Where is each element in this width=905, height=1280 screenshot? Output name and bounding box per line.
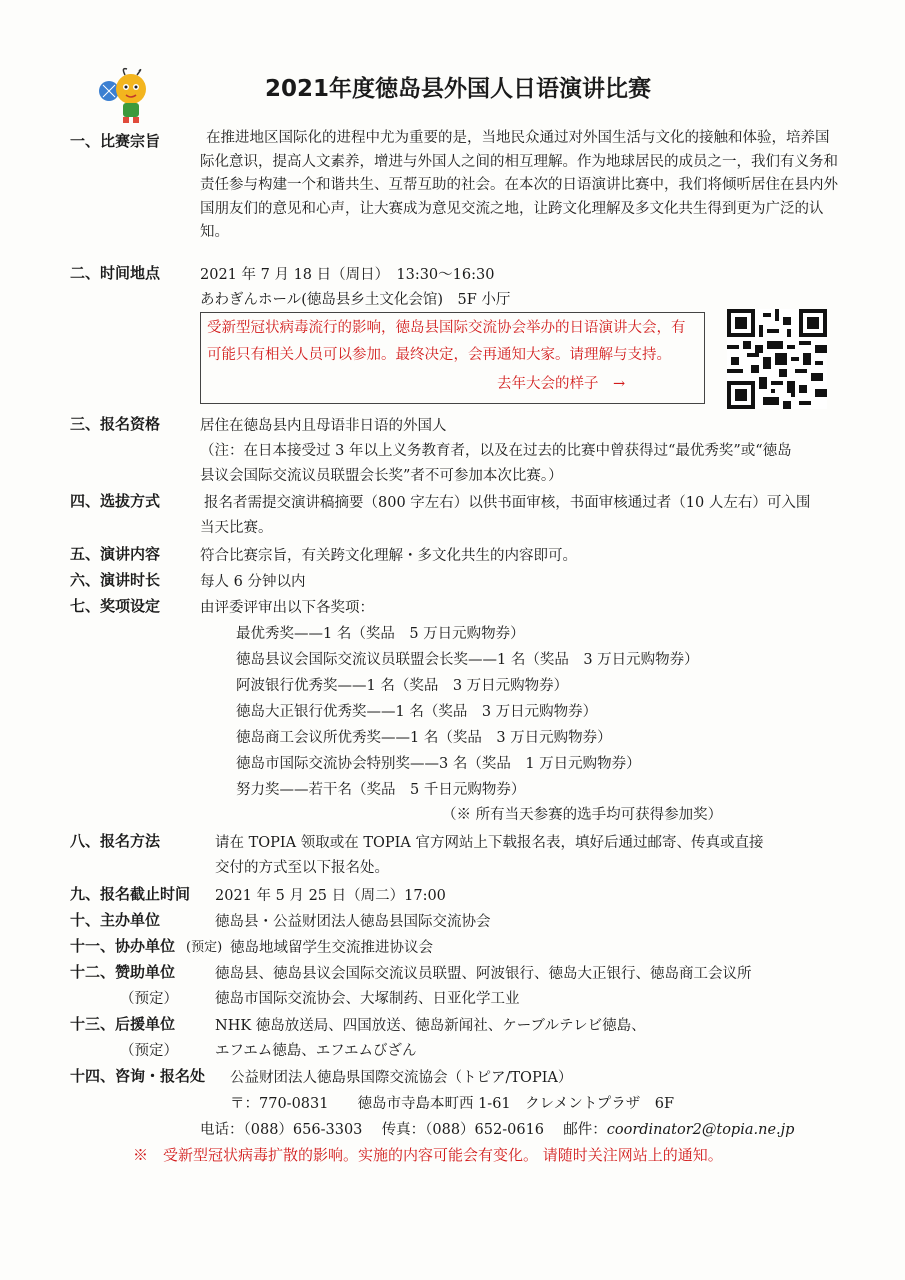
eligibility-note-1: （注：在日本接受过 3 年以上义务教育者，以及在过去的比赛中曾获得过“最优秀奖”或“徳岛 xyxy=(200,443,792,459)
footer-notice: ※ 受新型冠状病毒扩散的影响。实施的内容可能会有变化。 请随时关注网站上的通知。 xyxy=(133,1146,723,1164)
page-title: 2021年度徳岛县外国人日语演讲比赛 xyxy=(265,76,652,102)
section-label-organizer: 十、主办单位 xyxy=(70,911,161,929)
section-label-contact: 十四、咨询・报名处 xyxy=(70,1067,206,1085)
sponsor-text-2: 徳岛市国际交流协会、大塚制药、日亚化学工业 xyxy=(215,991,520,1007)
application-text-2: 交付的方式至以下报名处。 xyxy=(215,860,389,876)
qr-code-icon[interactable] xyxy=(727,309,827,409)
co-organizer-tentative: (预定) xyxy=(186,940,223,955)
notice-text: 受新型冠状病毒流行的影响，徳岛县国际交流协会举办的日语演讲大会，有可能只有相关人员可以参加。最终决定，会再通知大家。请理解与支持。 xyxy=(207,320,686,363)
supporter-text-2: エフエム徳島、エフエムびざん xyxy=(215,1043,417,1059)
section-label-content: 五、演讲内容 xyxy=(70,545,161,563)
section-label-awards: 七、奖项设定 xyxy=(70,597,161,615)
co-organizer-text: 徳岛地域留学生交流推进协议会 xyxy=(230,940,433,956)
section-label-sponsor: 十二、赞助单位 xyxy=(70,963,176,981)
section-label-eligibility: 三、报名资格 xyxy=(70,415,161,433)
event-venue: あわぎんホール(徳岛县乡土文化会馆) 5F 小厅 xyxy=(200,292,511,308)
section-label-selection: 四、选拔方式 xyxy=(70,492,161,510)
contact-fax: 传真：（088）652-0616 xyxy=(381,1122,545,1138)
notice-box xyxy=(200,312,705,404)
award-item: 努力奖——若干名（奖品 5 千日元购物券） xyxy=(236,782,526,798)
section-label-time-place: 二、时间地点 xyxy=(70,264,161,282)
duration-text: 每人 6 分钟以内 xyxy=(200,574,306,590)
event-date: 2021 年 7 月 18 日（周日） 13:30～16:30 xyxy=(200,267,495,283)
eligibility-note-2: 县议会国际交流议员联盟会长奖”者不可参加本次比赛。） xyxy=(200,468,563,484)
section-label-duration: 六、演讲时长 xyxy=(70,571,161,589)
section-label-co-organizer: 十一、协办单位 xyxy=(70,937,176,955)
contact-line xyxy=(200,1118,794,1139)
deadline-text: 2021 年 5 月 25 日（周二）17:00 xyxy=(215,888,446,904)
organizer-text: 徳岛县・公益财团法人徳岛县国际交流协会 xyxy=(215,914,491,930)
supporter-tentative: （预定） xyxy=(120,1043,178,1059)
section-label-supporter: 十三、后援单位 xyxy=(70,1015,176,1033)
contact-org: 公益财团法人徳島県国際交流協会（トピア/TOPIA） xyxy=(230,1070,573,1086)
award-item: 徳岛大正银行优秀奖——1 名（奖品 3 万日元购物券） xyxy=(236,704,598,720)
award-item: 徳岛市国际交流协会特别奖——3 名（奖品 1 万日元购物券） xyxy=(236,756,641,772)
sponsor-tentative: （预定） xyxy=(120,991,178,1007)
content-text: 符合比赛宗旨，有关跨文化理解・多文化共生的内容即可。 xyxy=(200,548,577,564)
contact-address: 〒：770-0831 徳岛市寺島本町西 1-61 クレメントプラザ 6F xyxy=(230,1096,675,1112)
mascot-icon xyxy=(95,65,155,125)
purpose-text: 在推进地区国际化的进程中尤为重要的是，当地民众通过对外国生活与文化的接触和体验，培养国际化意识，提高人文素养，增进与外国人之间的相互理解。作为地球居民的成员之一，我们有义务和责任参与构建一个和谐共生、互帮互助的社会。在本次的日语演讲比赛中，我们将倾听居住在县内外国朋友们的意见和心声，让大赛成为意见交流之地，让跨文化理解及多文化共生得到更为广泛的认知。 xyxy=(200,130,838,240)
section-label-purpose: 一、比赛宗旨 xyxy=(70,132,161,150)
last-year-label: 去年大会的样子 → xyxy=(497,376,626,392)
selection-text-2: 当天比赛。 xyxy=(200,520,273,536)
sponsor-text-1: 徳岛县、徳岛县议会国际交流议员联盟、阿波银行、徳岛大正银行、徳岛商工会议所 xyxy=(215,966,752,982)
awards-note: （※ 所有当天参赛的选手均可获得参加奖） xyxy=(442,807,723,823)
application-text-1: 请在 TOPIA 领取或在 TOPIA 官方网站上下载报名表，填好后通过邮寄、传真或直接 xyxy=(215,835,764,851)
awards-intro: 由评委评审出以下各奖项： xyxy=(200,600,374,616)
award-item: 阿波银行优秀奖——1 名（奖品 3 万日元购物券） xyxy=(236,678,569,694)
contact-mail[interactable]: coordinator2@topia.ne.jp xyxy=(606,1122,795,1138)
contact-mail-label: 邮件： xyxy=(563,1122,607,1138)
section-label-deadline: 九、报名截止时间 xyxy=(70,885,191,903)
award-item: 最优秀奖——1 名（奖品 5 万日元购物券） xyxy=(236,626,525,642)
eligibility-text: 居住在徳岛县内且母语非日语的外国人 xyxy=(200,418,447,434)
award-item: 徳岛县议会国际交流议员联盟会长奖——1 名（奖品 3 万日元购物券） xyxy=(236,652,699,668)
contact-tel: 电话：（088）656-3303 xyxy=(200,1122,363,1138)
section-label-application: 八、报名方法 xyxy=(70,832,161,850)
selection-text-1: 报名者需提交演讲稿摘要（800 字左右）以供书面审核，书面审核通过者（10 人左右）可入围 xyxy=(204,495,811,511)
supporter-text-1: NHK 徳岛放送局、四国放送、徳岛新闻社、ケーブルテレビ徳島、 xyxy=(215,1018,646,1034)
award-item: 徳岛商工会议所优秀奖——1 名（奖品 3 万日元购物券） xyxy=(236,730,612,746)
